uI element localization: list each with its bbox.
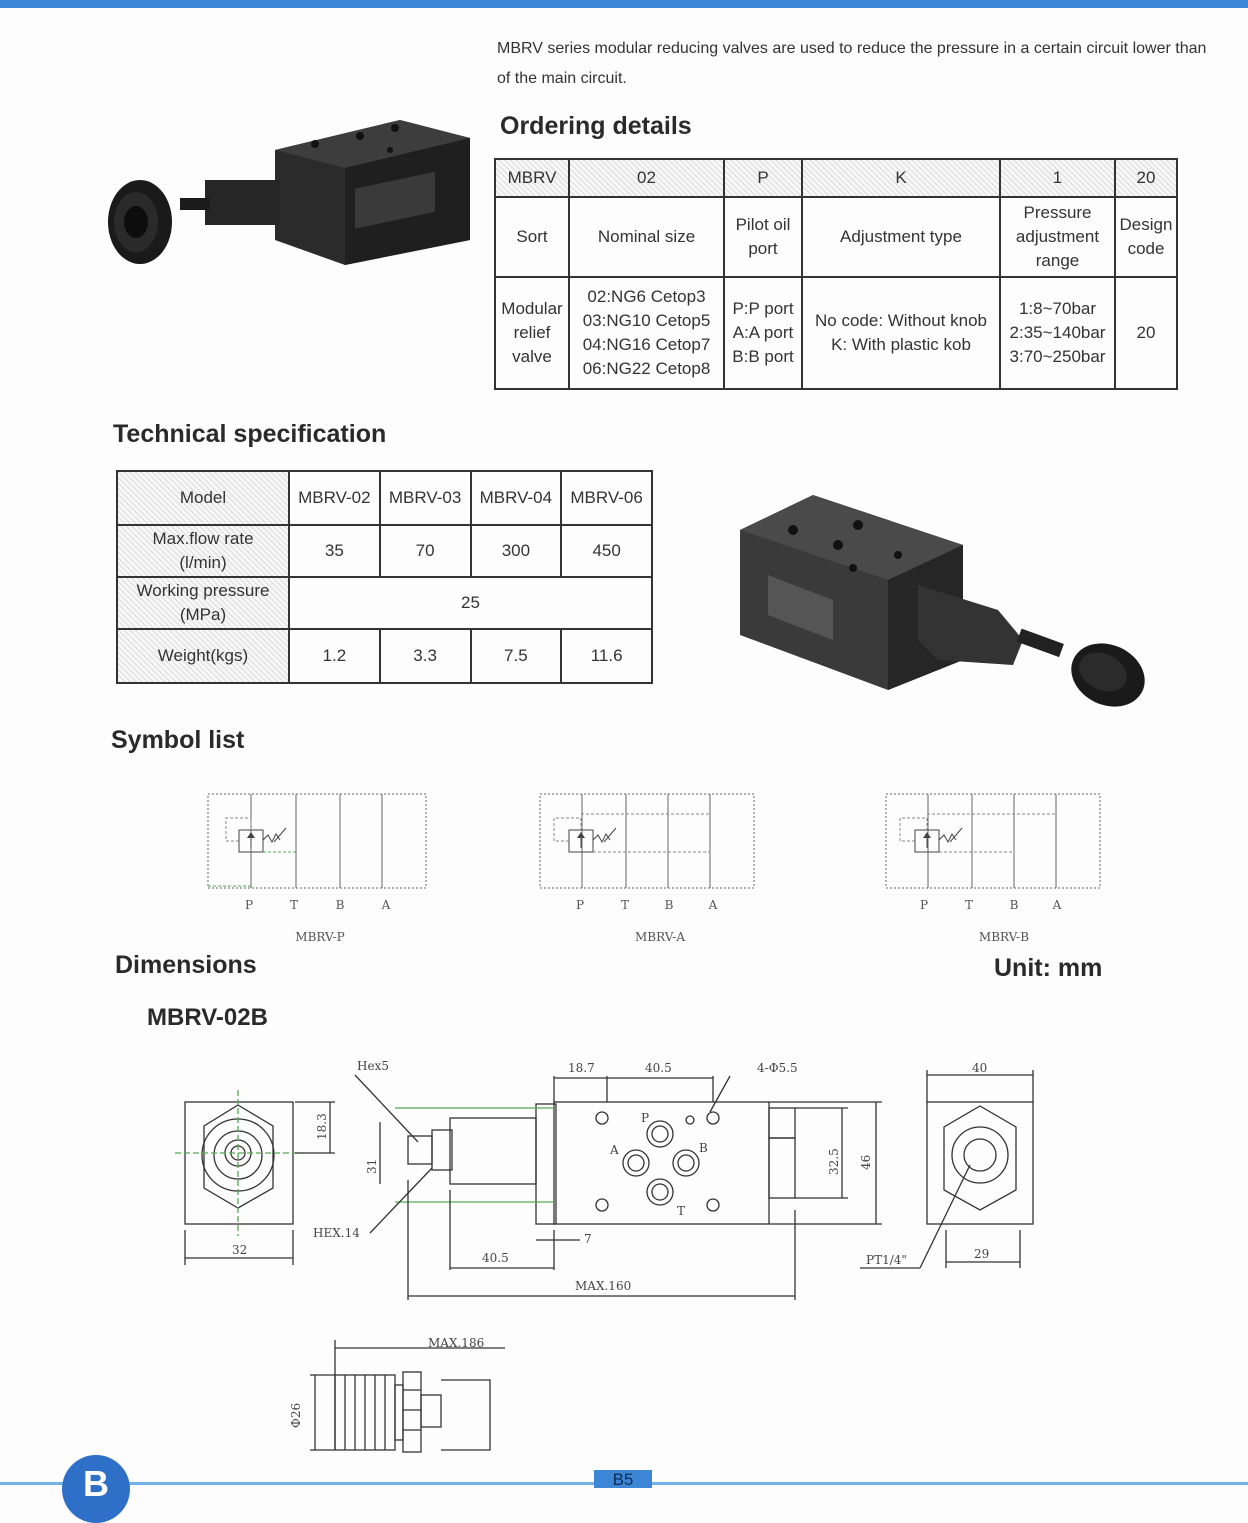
symbol-label-b: MBRV-B [978,930,1030,944]
weight-04: 7.5 [471,629,562,683]
row-label-line: (l/min) [179,553,227,572]
unit-label: Unit: mm [994,954,1103,982]
dim-18-7: 18.7 [568,1061,595,1075]
dim-32-5: 32.5 [827,1148,841,1175]
dim-31: 31 [365,1158,379,1174]
value-sort [495,277,569,389]
port-p-1: P [244,898,254,912]
value-line: 04:NG16 Cetop7 [582,335,711,354]
tech-table [116,470,653,684]
header-adjust: Adjustment type [802,197,1000,277]
dim-18-3: 18.3 [315,1113,329,1140]
flow-04: 300 [471,525,562,577]
port-b-2: B [664,898,674,912]
model-02: MBRV-02 [289,471,380,525]
header-port: Pilot oil port [724,197,802,277]
dim-port-t: T [677,1204,686,1218]
value-line: No code: Without knob [815,311,987,330]
row-label-weight: Weight(kgs) [117,629,289,683]
dim-32: 32 [232,1243,248,1257]
dim-pt: PT1/4" [866,1253,907,1267]
dim-max186: MAX.186 [428,1336,485,1350]
port-p-3: P [919,898,929,912]
port-t-1: T [289,898,298,912]
weight-06: 11.6 [561,629,652,683]
valve-photo-mid [738,490,1158,720]
dimensions-title: Dimensions [115,951,257,979]
code-design: 20 [1115,159,1177,197]
code-sort: MBRV [495,159,569,197]
symbol-label-p: MBRV-P [295,930,345,944]
port-t-3: T [964,898,973,912]
value-line: valve [512,347,552,366]
symbol-label-a: MBRV-A [635,930,685,944]
dim-port-p: P [641,1111,650,1125]
valve-photo-top [100,110,472,270]
dim-holes: 4-Φ5.5 [757,1061,798,1075]
port-b-3: B [1009,898,1019,912]
section-badge: B [62,1455,130,1523]
pressure-value: 25 [289,577,652,629]
header-range: Pressure adjustment range [1000,197,1115,277]
model-03: MBRV-03 [380,471,471,525]
code-range: 1 [1000,159,1115,197]
symbol-mbrv-b [884,790,1102,892]
page-number: B5 [594,1470,652,1488]
dim-hex14: HEX.14 [313,1226,360,1240]
row-label-flow [117,525,289,577]
header-size: Nominal size [569,197,724,277]
dim-40-5: 40.5 [645,1061,672,1075]
ordering-table [494,158,1178,390]
flow-06: 450 [561,525,652,577]
value-line: relief [513,323,551,342]
row-label-line: Max.flow rate [152,529,254,548]
tech-title: Technical specification [113,420,387,448]
dim-7: 7 [584,1232,592,1246]
value-line: A:A port [732,323,794,342]
header-sort: Sort [495,197,569,277]
dim-port-a: A [610,1143,619,1157]
value-size [569,277,724,389]
ordering-title: Ordering details [500,112,692,140]
dim-phi26: Φ26 [289,1402,303,1428]
port-a-2: A [708,898,718,912]
port-b-1: B [335,898,345,912]
value-design: 20 [1115,277,1177,389]
dim-40-5b: 40.5 [482,1251,509,1265]
value-range [1000,277,1115,389]
code-size: 02 [569,159,724,197]
code-adjust: K [802,159,1000,197]
value-port [724,277,802,389]
value-line: 1:8~70bar [1018,299,1097,318]
weight-02: 1.2 [289,629,380,683]
symbol-mbrv-p [206,790,428,892]
flow-03: 70 [380,525,471,577]
value-line: 06:NG22 Cetop8 [582,359,711,378]
row-label-pressure [117,577,289,629]
model-04: MBRV-04 [471,471,562,525]
port-a-1: A [381,898,391,912]
value-line: Modular [501,299,563,318]
port-a-3: A [1052,898,1062,912]
flow-02: 35 [289,525,380,577]
value-line: 02:NG6 Cetop3 [587,287,706,306]
intro-text: MBRV series modular reducing valves are used to reduce the pressure in a certain circuit lower than of the main circuit. [497,40,1207,87]
port-p-2: P [575,898,585,912]
value-line: 2:35~140bar [1009,323,1106,342]
model-subtitle: MBRV-02B [147,1004,268,1031]
dim-40: 40 [972,1061,988,1075]
dim-29: 29 [974,1247,990,1261]
header-design: Design code [1115,197,1177,277]
value-line: 3:70~250bar [1009,347,1106,366]
top-accent-bar [0,0,1248,8]
port-t-2: T [620,898,629,912]
value-adjust [802,277,1000,389]
code-port: P [724,159,802,197]
value-line: K: With plastic kob [831,335,971,354]
row-label-line: (MPa) [179,605,227,624]
dim-46: 46 [859,1154,873,1170]
model-06: MBRV-06 [561,471,652,525]
dimension-drawing [170,1050,1070,1470]
dim-hex5: Hex5 [357,1059,389,1073]
weight-03: 3.3 [380,629,471,683]
row-label-line: Working pressure [136,581,270,600]
value-line: B:B port [732,347,794,366]
symbol-mbrv-a [538,790,756,892]
dim-port-b: B [699,1141,708,1155]
value-line: P:P port [732,299,794,318]
symbol-title: Symbol list [111,726,245,754]
dim-max160: MAX.160 [575,1279,632,1293]
value-line: 03:NG10 Cetop5 [582,311,711,330]
model-label: Model [117,471,289,525]
